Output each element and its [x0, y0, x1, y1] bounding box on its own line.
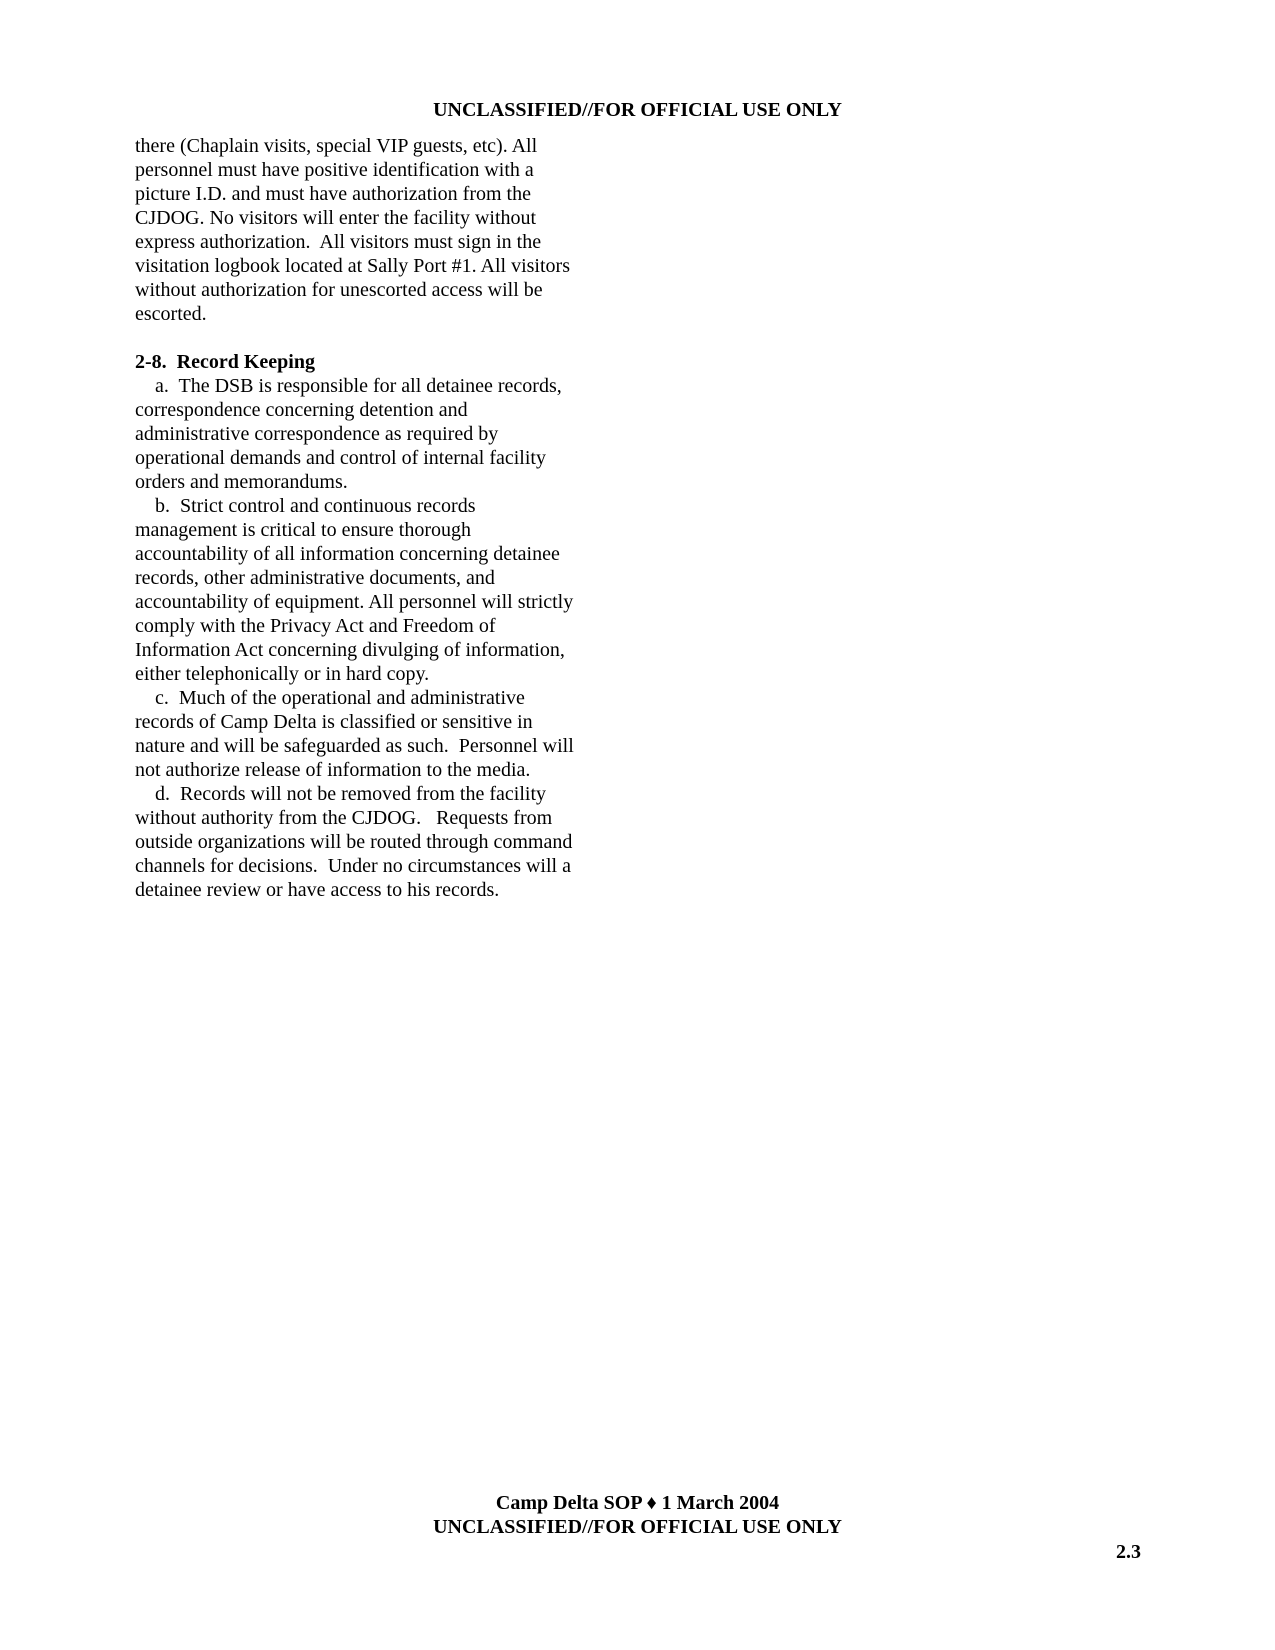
paragraph-spacer: [135, 326, 605, 350]
intro-line: personnel must have positive identification with a: [135, 159, 534, 181]
intro-line: there (Chaplain visits, special VIP guests, etc). All: [135, 135, 538, 157]
section-line: detainee review or have access to his records.: [135, 879, 500, 901]
section-line: records, other administrative documents, and: [135, 567, 495, 589]
section-line: management is critical to ensure thorough: [135, 519, 472, 541]
intro-line: visitation logbook located at Sally Port #1. All visitors: [135, 255, 570, 277]
section-line: accountability of equipment. All personnel will strictly: [135, 591, 574, 613]
section-line: not authorize release of information to the media.: [135, 759, 531, 781]
footer: [0, 1491, 1275, 1539]
section-line: channels for decisions. Under no circumstances will a: [135, 855, 571, 877]
section-line: without authority from the CJDOG. Requests from: [135, 807, 553, 829]
section-line: correspondence concerning detention and: [135, 399, 468, 421]
intro-line: escorted.: [135, 303, 207, 325]
intro-paragraph: [135, 134, 605, 326]
section-line: accountability of all information concerning detainee: [135, 543, 560, 565]
section-line: b. Strict control and continuous records: [135, 495, 476, 517]
section-heading: 2-8. Record Keeping: [135, 351, 315, 373]
intro-line: CJDOG. No visitors will enter the facility without: [135, 207, 537, 229]
intro-line: picture I.D. and must have authorization from the: [135, 183, 531, 205]
section-line: a. The DSB is responsible for all detainee records,: [135, 375, 562, 397]
intro-line: without authorization for unescorted access will be: [135, 279, 543, 301]
section-line: d. Records will not be removed from the facility: [135, 783, 547, 805]
page-number: 2.3: [1116, 1541, 1141, 1563]
footer-classification: UNCLASSIFIED//FOR OFFICIAL USE ONLY: [433, 1516, 842, 1538]
section-line: c. Much of the operational and administrative: [135, 687, 525, 709]
section-line: administrative correspondence as required by: [135, 423, 499, 445]
section-line: nature and will be safeguarded as such. Personnel will: [135, 735, 574, 757]
section-line: records of Camp Delta is classified or sensitive in: [135, 711, 533, 733]
section-line: operational demands and control of internal facility: [135, 447, 546, 469]
footer-document-title: Camp Delta SOP ♦ 1 March 2004: [495, 1492, 780, 1514]
section-line: orders and memorandums.: [135, 471, 348, 493]
section-line: outside organizations will be routed through command: [135, 831, 573, 853]
section-line: Information Act concerning divulging of information,: [135, 639, 565, 661]
intro-line: express authorization. All visitors must sign in the: [135, 231, 542, 253]
body-column: [135, 134, 605, 902]
section-line: comply with the Privacy Act and Freedom of: [135, 615, 496, 637]
header-classification: UNCLASSIFIED//FOR OFFICIAL USE ONLY: [433, 99, 842, 121]
section-line: either telephonically or in hard copy.: [135, 663, 430, 685]
section-paragraphs: [135, 374, 605, 902]
